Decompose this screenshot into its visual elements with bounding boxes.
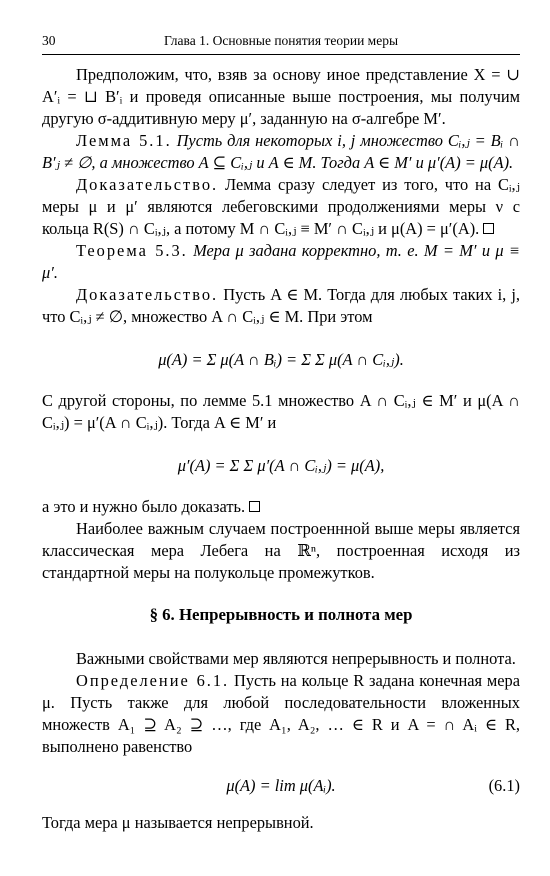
page-body [42,64,520,834]
page-number: 30 [42,33,56,48]
proof-text: Лемма сразу следует из того, что на Cᵢ,ⱼ меры μ и μ′ являются лебеговскими продолжениями меры ν с кольца R(S) ∩ Cᵢ,ⱼ, а потому M ∩ Cᵢ,ⱼ ≡ M′ ∩ Cᵢ,ⱼ и μ(A) = μ′(A). [42,175,520,238]
proof-1 [42,174,520,240]
theorem-label: Теорема 5.3. [76,241,188,260]
paragraph-2: С другой стороны, по лемме 5.1 множество A ∩ Cᵢ,ⱼ ∈ M′ и μ(A ∩ Cᵢ,ⱼ) = μ′(A ∩ Cᵢ,ⱼ). Тогда A ∈ M′ и [42,391,520,432]
formula-number: (6.1) [488,776,520,795]
paragraph-6: Тогда мера μ называется непрерывной. [42,813,314,832]
definition-label: Определение 6.1. [76,671,230,690]
running-title: Глава 1. Основные понятия теории меры [164,33,399,48]
lemma-5-1 [42,130,520,174]
proof-label: Доказательство. [76,285,219,304]
proof-label: Доказательство. [76,175,219,194]
lemma-text: Пусть для некоторых i, j множество Cᵢ,ⱼ = Bᵢ ∩ B′ⱼ ≠ ∅, а множество A ⊆ Cᵢ,ⱼ и A ∈ M. Тогда A ∈ M′ и μ′(A) = μ(A). [42,131,520,172]
paragraph-3-text: а это и нужно было доказать. [42,497,246,516]
paragraph-4: Наиболее важным случаем построеннной выше меры является классическая мера Лебега на ℝⁿ, построенная исходя из стандартной меры на полукольце промежутков. [42,519,520,582]
paragraph-5: Важными свойствами мер являются непрерывность и полнота. [76,649,516,668]
formula-2: μ′(A) = Σ Σ μ′(A ∩ Cᵢ,ⱼ) = μ(A), [177,456,385,475]
paragraph-3 [42,496,520,518]
definition-6-1 [42,670,520,758]
paragraph-1: Предположим, что, взяв за основу иное представление X = ∪ A′ᵢ = ⊔ B′ᵢ и проведя описанные выше построения, мы получим другую σ-аддитивную меру μ′, заданную на σ-алгебре M′. [42,65,520,128]
qed-icon [249,501,260,512]
theorem-5-3 [42,240,520,284]
section-heading: § 6. Непрерывность и полнота мер [149,605,413,624]
header-rule [42,54,520,55]
formula-1: μ(A) = Σ μ(A ∩ Bᵢ) = Σ Σ μ(A ∩ Cᵢ,ⱼ). [158,350,404,369]
proof-2 [42,284,520,328]
page-header [42,30,520,54]
proof-text: Пусть A ∈ M. Тогда для любых таких i, j, что Cᵢ,ⱼ ≠ ∅, множество A ∩ Cᵢ,ⱼ ∈ M. При этом [42,285,520,326]
theorem-text: Мера μ задана корректно, т. е. M = M′ и μ ≡ μ′. [42,241,520,282]
formula-3-body: μ(A) = lim μ(Aᵢ). [226,776,336,795]
definition-text: Пусть на кольце R задана конечная мера μ. Пусть также для любой последовательности вложенных множеств A₁ ⊇ A₂ ⊇ …, где A₁, A₂, … ∈ R и A = ∩ Aᵢ ∈ R, выполнено равенство [42,671,520,756]
formula-3 [42,762,520,810]
lemma-label: Лемма 5.1. [76,131,172,150]
qed-icon [483,223,494,234]
